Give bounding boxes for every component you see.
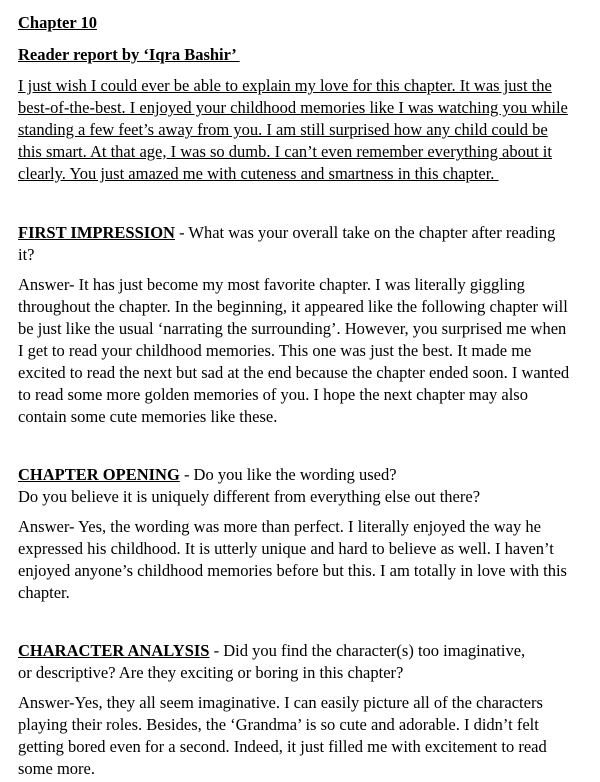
section-heading: CHARACTER ANALYSIS [18, 641, 210, 660]
question-line: Do you believe it is uniquely different from everything else out there? [18, 487, 481, 506]
answer-line: enjoyed anyone’s childhood memories before but this. I am totally in love with this [18, 561, 567, 580]
section-question [18, 222, 582, 266]
report-author-heading: Reader report by ‘Iqra Bashir’ [18, 45, 240, 64]
section-answer [18, 274, 582, 428]
section-question [18, 464, 582, 508]
section-first-impression [18, 222, 582, 428]
answer-line: Answer- Yes, the wording was more than perfect. I literally enjoyed the way he [18, 517, 541, 536]
intro-paragraph [18, 75, 582, 185]
section-chapter-opening [18, 464, 582, 604]
answer-line: chapter. [18, 583, 70, 602]
question-line: it? [18, 245, 35, 264]
section-answer [18, 692, 582, 780]
answer-line: I get to read your childhood memories. This one was just the best. It made me [18, 341, 532, 360]
question-line [18, 640, 582, 662]
section-character-analysis [18, 640, 582, 780]
question-text: - What was your overall take on the chapter after reading [174, 223, 556, 242]
intro-line: standing a few feet’s away from you. I am still surprised how any child could be [18, 120, 548, 139]
answer-line: throughout the chapter. In the beginning, it appeared like the following chapter will [18, 297, 568, 316]
intro-line: best-of-the-best. I enjoyed your childhood memories like I was watching you while [18, 98, 568, 117]
chapter-title: Chapter 10 [18, 13, 97, 32]
section-heading: CHAPTER OPENING [18, 465, 180, 484]
intro-line: this smart. At that age, I was so dumb. I can’t even remember everything about it [18, 142, 552, 161]
answer-line: Answer- It has just become my most favorite chapter. I was literally giggling [18, 275, 525, 294]
intro-line: clearly. You just amazed me with cuteness and smartness in this chapter. [18, 164, 499, 183]
answer-line: some more. [18, 759, 95, 778]
answer-line: be just like the usual ‘narrating the surrounding’. However, you surprised me when [18, 319, 567, 338]
answer-line: expressed his childhood. It is utterly unique and hard to believe as well. I haven’t [18, 539, 554, 558]
question-text: - Did you find the character(s) too imaginative, [209, 641, 526, 660]
section-answer [18, 516, 582, 604]
answer-line: getting bored even for a second. Indeed, it just filled me with excitement to read [18, 737, 547, 756]
section-question [18, 640, 582, 684]
question-line [18, 222, 582, 244]
answer-line: playing their roles. Besides, the ‘Grandma’ is so cute and adorable. I didn’t felt [18, 715, 539, 734]
question-line [18, 464, 582, 486]
question-text: - Do you like the wording used? [179, 465, 397, 484]
answer-line: to read some more golden memories of you. I hope the next chapter may also [18, 385, 528, 404]
answer-line: excited to read the next but sad at the end because the chapter ended soon. I wanted [18, 363, 570, 382]
question-line: or descriptive? Are they exciting or boring in this chapter? [18, 663, 404, 682]
intro-line: I just wish I could ever be able to explain my love for this chapter. It was just the [18, 76, 552, 95]
section-heading: FIRST IMPRESSION [18, 223, 175, 242]
answer-line: Answer-Yes, they all seem imaginative. I can easily picture all of the characters [18, 693, 543, 712]
answer-line: contain some cute memories like these. [18, 407, 278, 426]
